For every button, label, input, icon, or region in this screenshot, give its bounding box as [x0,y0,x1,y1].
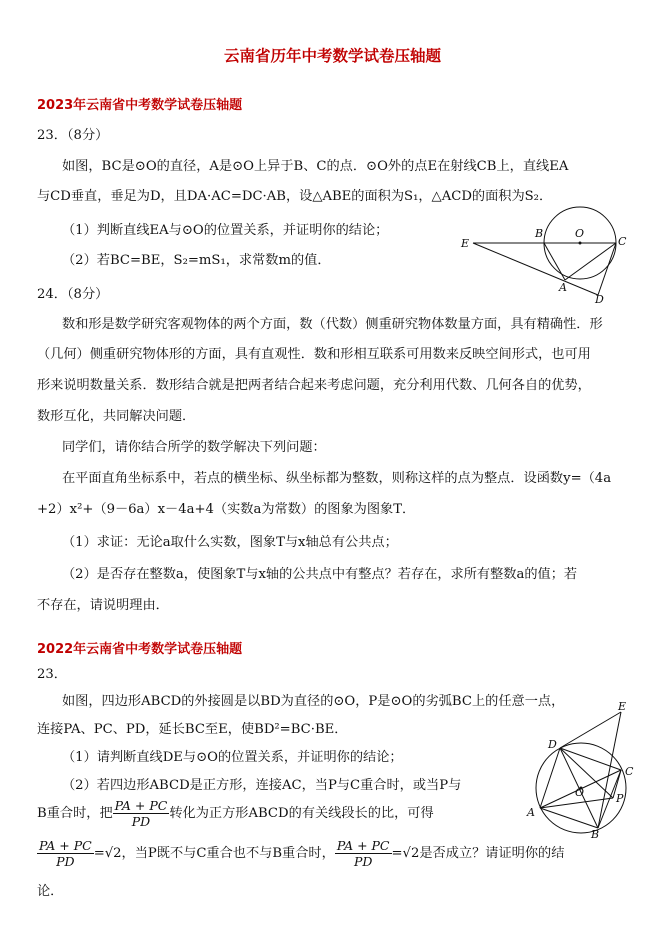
q23-2022-part-2-line-1: （2）若四边形ABCD是正方形，连接AC，当P与C重合时，或当P与 [62,778,462,793]
q23-2022-stem-line-1: 如图，四边形ABCD的外接圆是以BD为直径的⊙O，P是⊙O的劣弧BC上的任意一点， [62,694,565,709]
question-number-23-2023: 23．（8分） [37,128,109,143]
fraction-pa-pc-over-pd [113,798,170,829]
fraction-denominator: PD [131,814,151,829]
fraction-pa-pc-over-pd-3 [335,838,392,869]
q24-para2: 同学们，请你结合所学的数学解决下列问题： [62,440,326,455]
fig-label-D: D [595,293,604,305]
fig2-label-P: P [616,792,624,805]
q23-2022-last-line: 论． [37,884,64,899]
fig-label-A: A [559,281,567,294]
fig2-label-C: C [625,765,634,778]
fig2-label-O: O [575,786,585,799]
equation-right-1: =√2，当P既不与C重合也不与B重合时， [93,846,335,861]
fraction-numerator: PA + PC [336,838,390,853]
fig2-label-E: E [618,700,627,713]
section-heading-2022: 2022年云南省中考数学试卷压轴题 [37,642,243,657]
q24-part-2-line-2: 不存在，请说明理由． [37,598,169,613]
fig2-label-D: D [548,738,557,751]
question-number-24-2023: 24．（8分） [37,287,109,302]
fig-label-O: O [575,227,585,240]
q23-stem-line-1: 如图，BC是⊙O的直径，A是⊙O上异于B、C的点．⊙O外的点E在射线CB上，直线EA [62,159,569,174]
q24-para1-line-4: 数形互化，共同解决问题． [37,409,196,424]
fig-label-C: C [618,235,627,248]
section-heading-2023: 2023年云南省中考数学试卷压轴题 [37,98,243,113]
fig-label-E: E [461,237,470,250]
q24-part-2-line-1: （2）是否存在整数a，使图象T与x轴的公共点中有整点？若存在，求所有整数a的值；若 [62,567,578,582]
fraction-denominator: PD [56,854,75,869]
fraction-pa-pc-over-pd-2 [37,838,94,869]
q23-2022-equation-line [37,838,564,869]
q23-2022-part-2-line-2-post: 转化为正方形ABCD的有关线段长的比，可得 [169,806,434,821]
page-title: 云南省历年中考数学试卷压轴题 [223,47,441,65]
fraction-numerator: PA + PC [114,798,168,813]
q24-para1-line-3: 形来说明数量关系．数形结合就是把两者结合起来考虑问题，充分利用代数、几何各自的优势， [37,378,591,393]
equation-right-2: =√2是否成立？请证明你的结 [391,846,565,861]
q23-2022-part-2-line-2-pre: B重合时，把 [37,806,113,821]
q23-2022-part-1: （1）请判断直线DE与⊙O的位置关系，并证明你的结论； [62,750,403,765]
q23-2022-part-2-line-2 [37,798,434,829]
fig-label-B: B [535,227,544,240]
geometry-figure-2022 [515,700,650,840]
q23-part-1: （1）判断直线EA与⊙O的位置关系，并证明你的结论； [62,223,389,238]
q24-part-1: （1）求证：无论a取什么实数，图象T与x轴总有公共点； [62,535,398,550]
q24-para3-line-2: +2）x²+（9－6a）x－4a+4（实数a为常数）的图象为图象T． [37,502,416,517]
fig2-label-B: B [591,828,600,840]
fraction-numerator: PA + PC [39,838,92,853]
q24-para1-line-2: （几何）侧重研究物体形的方面，具有直观性．数和形相互联系可用数来反映空间形式，也可用 [37,347,591,362]
question-number-23-2022: 23． [37,667,67,682]
fraction-denominator: PD [353,854,373,869]
q23-stem-line-2: 与CD垂直，垂足为D，且DA·AC=DC·AB，设△ABE的面积为S₁，△ACD的面积为S₂． [37,189,553,204]
q24-para1-line-1: 数和形是数学研究客观物体的两个方面，数（代数）侧重研究物体数量方面，具有精确性．形 [62,317,603,332]
q24-para3-line-1: 在平面直角坐标系中，若点的横坐标、纵坐标都为整数，则称这样的点为整点．设函数y=（4a [62,471,612,486]
geometry-figure-2023 [455,205,650,305]
q23-part-2: （2）若BC=BE，S₂=mS₁，求常数m的值． [62,253,331,268]
fig2-label-A: A [527,806,535,819]
q23-2022-stem-line-2: 连接PA、PC、PD，延长BC至E，使BD²=BC·BE． [37,722,348,737]
